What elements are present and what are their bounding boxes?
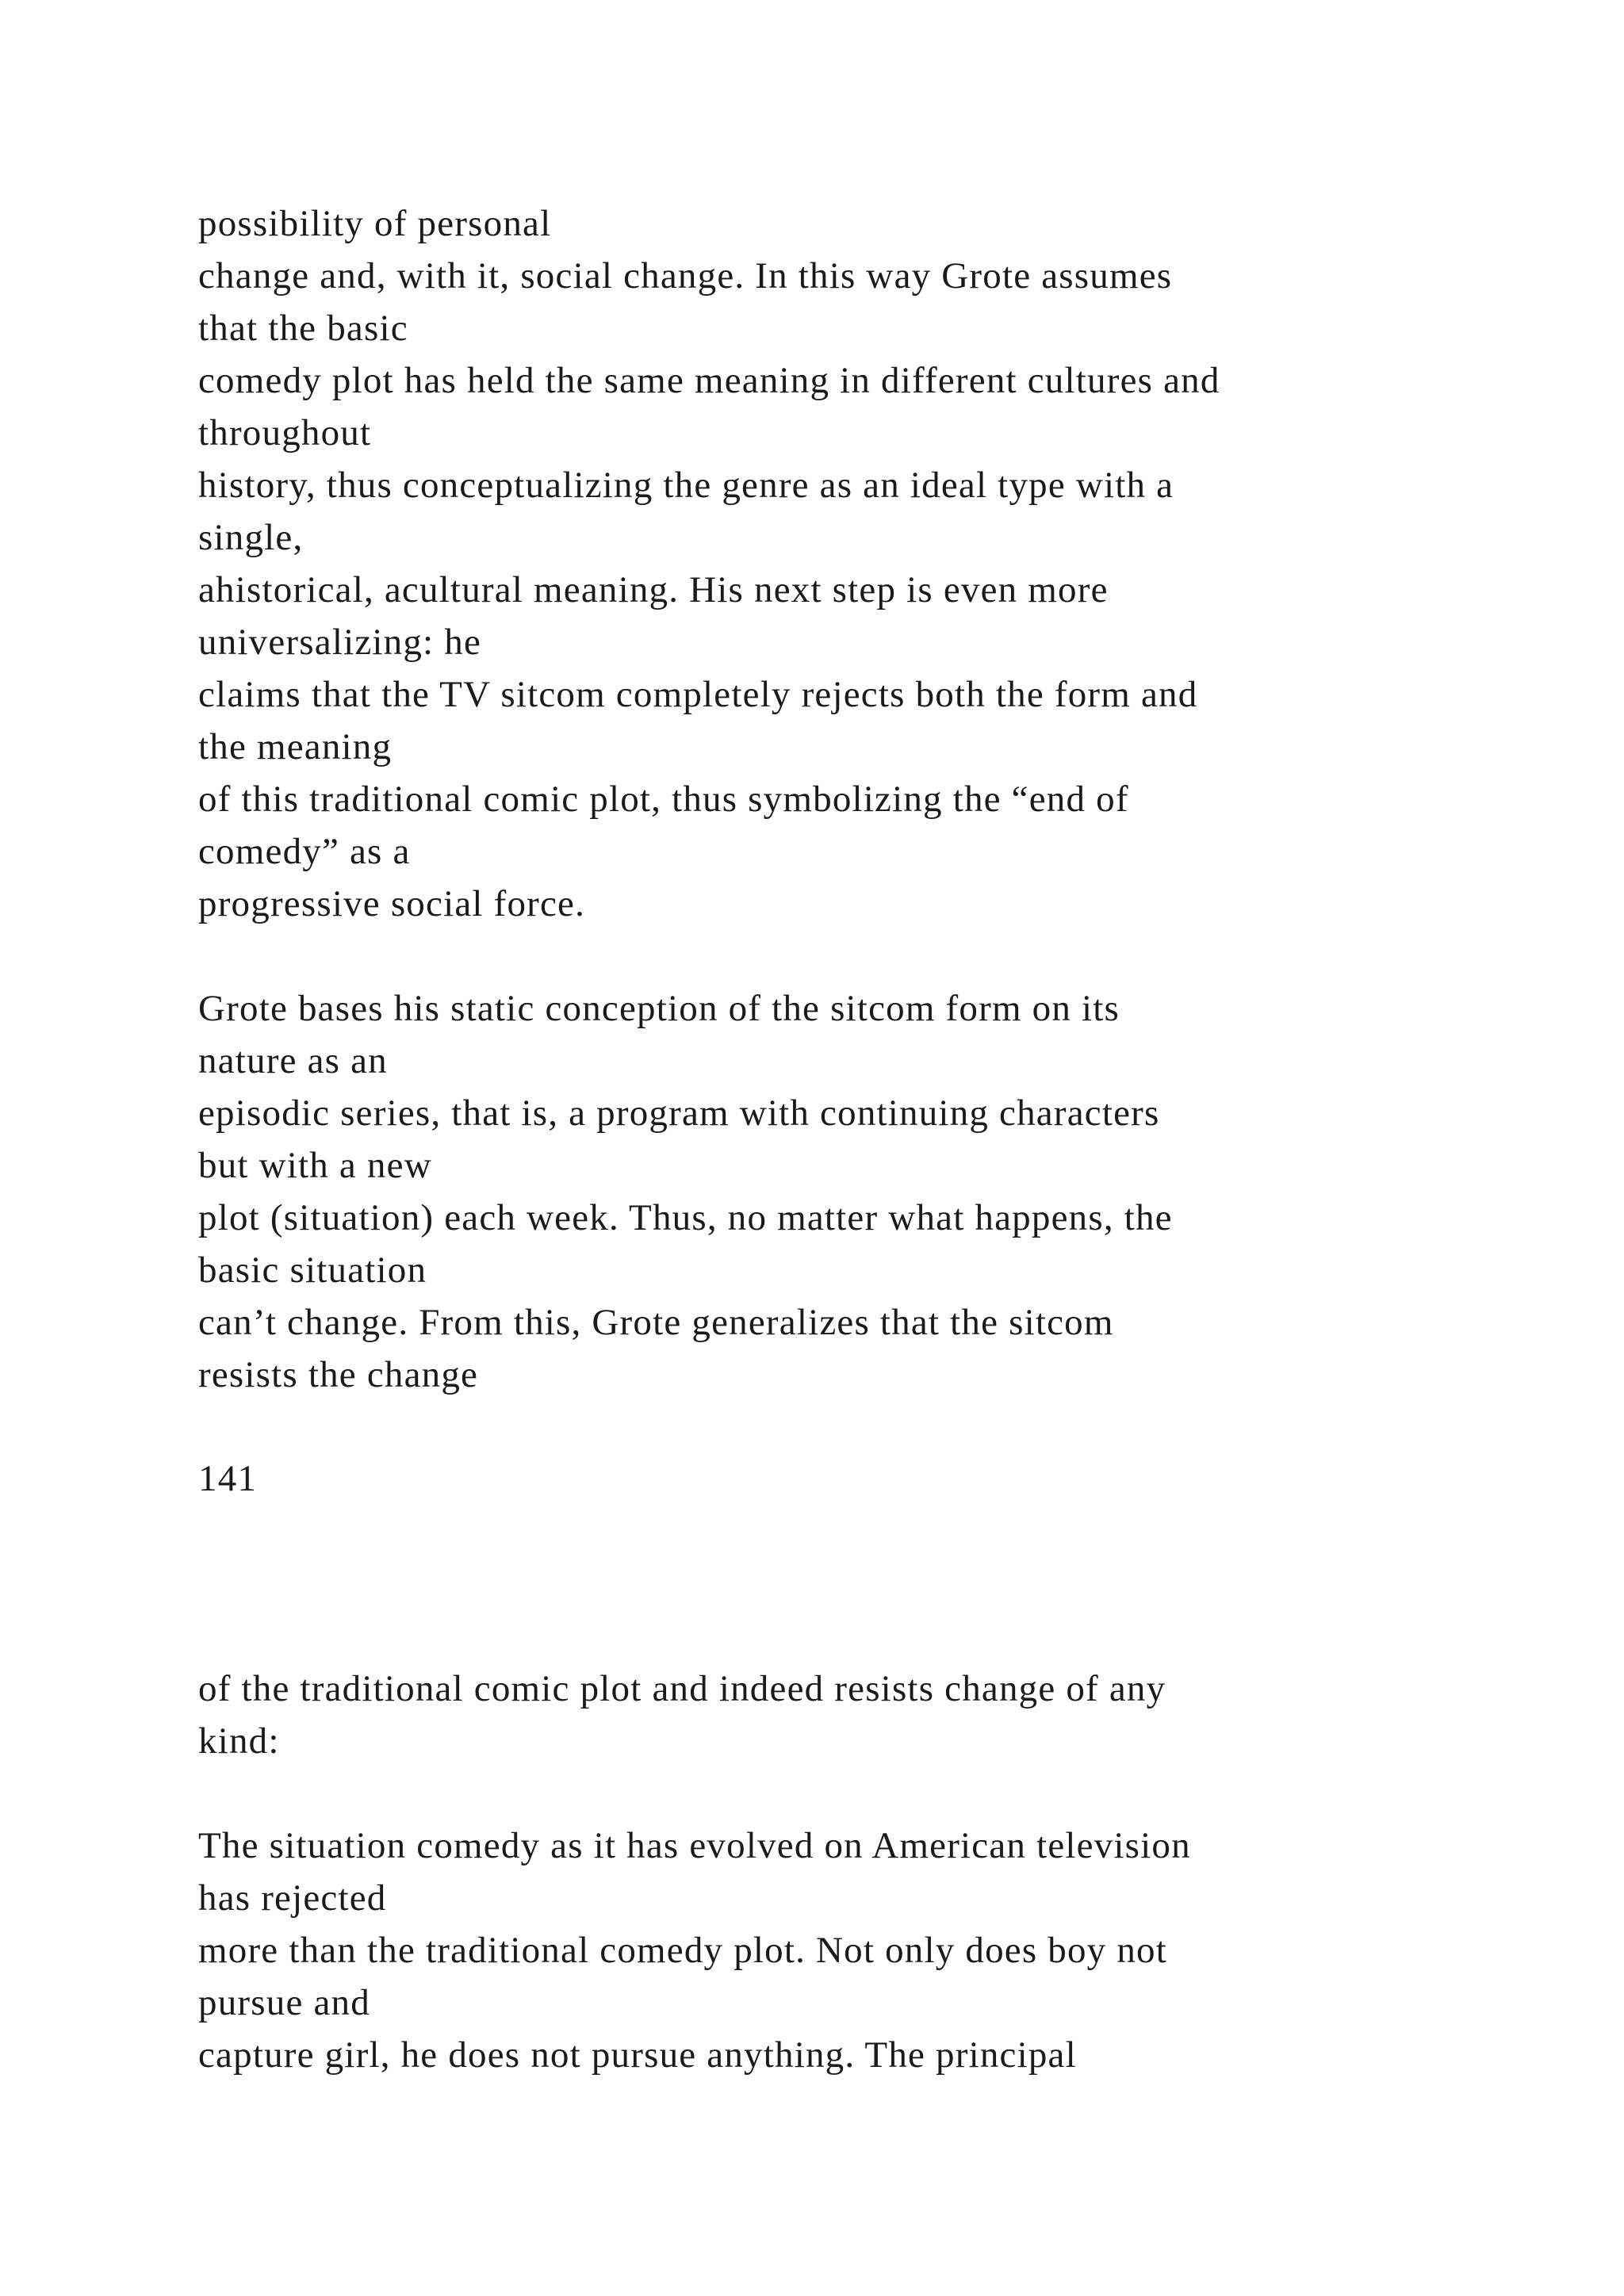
text-line: of this traditional comic plot, thus symbolizing the “end of: [198, 779, 1129, 820]
text-line: throughout: [198, 412, 372, 453]
text-line: that the basic: [198, 308, 408, 349]
paragraph-comedy-plot: [198, 197, 1507, 930]
paragraph-sitcom-form: [198, 982, 1507, 1401]
text-line: the meaning: [198, 726, 393, 767]
text-line: has rejected: [198, 1877, 387, 1919]
text-line: nature as an: [198, 1040, 388, 1081]
text-line: comedy” as a: [198, 831, 411, 872]
text-line: claims that the TV sitcom completely rejects both the form and: [198, 674, 1198, 715]
text-line: kind:: [198, 1720, 280, 1762]
page-number: [198, 1452, 1507, 1505]
text-line: basic situation: [198, 1249, 427, 1291]
text-line: single,: [198, 517, 304, 558]
text-line: more than the traditional comedy plot. Not only does boy not: [198, 1930, 1167, 1971]
paragraph-quotation: [198, 1820, 1507, 2081]
text-line: but with a new: [198, 1145, 432, 1186]
text-line: comedy plot has held the same meaning in different cultures and: [198, 360, 1220, 401]
text-line: resists the change: [198, 1354, 479, 1395]
page-number-text: 141: [198, 1458, 258, 1499]
text-line: of the traditional comic plot and indeed resists change of any: [198, 1668, 1166, 1709]
text-line: history, thus conceptualizing the genre as an ideal type with a: [198, 465, 1174, 506]
text-line: possibility of personal: [198, 203, 552, 244]
text-line: The situation comedy as it has evolved on American television: [198, 1825, 1191, 1866]
text-line: pursue and: [198, 1982, 370, 2023]
text-line: universalizing: he: [198, 622, 482, 663]
text-line: plot (situation) each week. Thus, no matter what happens, the: [198, 1197, 1173, 1238]
text-line: ahistorical, acultural meaning. His next step is even more: [198, 569, 1109, 610]
text-line: can’t change. From this, Grote generalizes that the sitcom: [198, 1302, 1114, 1343]
text-line: capture girl, he does not pursue anything. The principal: [198, 2034, 1077, 2076]
text-line: episodic series, that is, a program with continuing characters: [198, 1093, 1160, 1134]
paragraph-resists-change: [198, 1663, 1507, 1767]
text-line: change and, with it, social change. In this way Grote assumes: [198, 255, 1173, 297]
text-line: Grote bases his static conception of the sitcom form on its: [198, 988, 1120, 1029]
text-line: progressive social force.: [198, 883, 586, 924]
